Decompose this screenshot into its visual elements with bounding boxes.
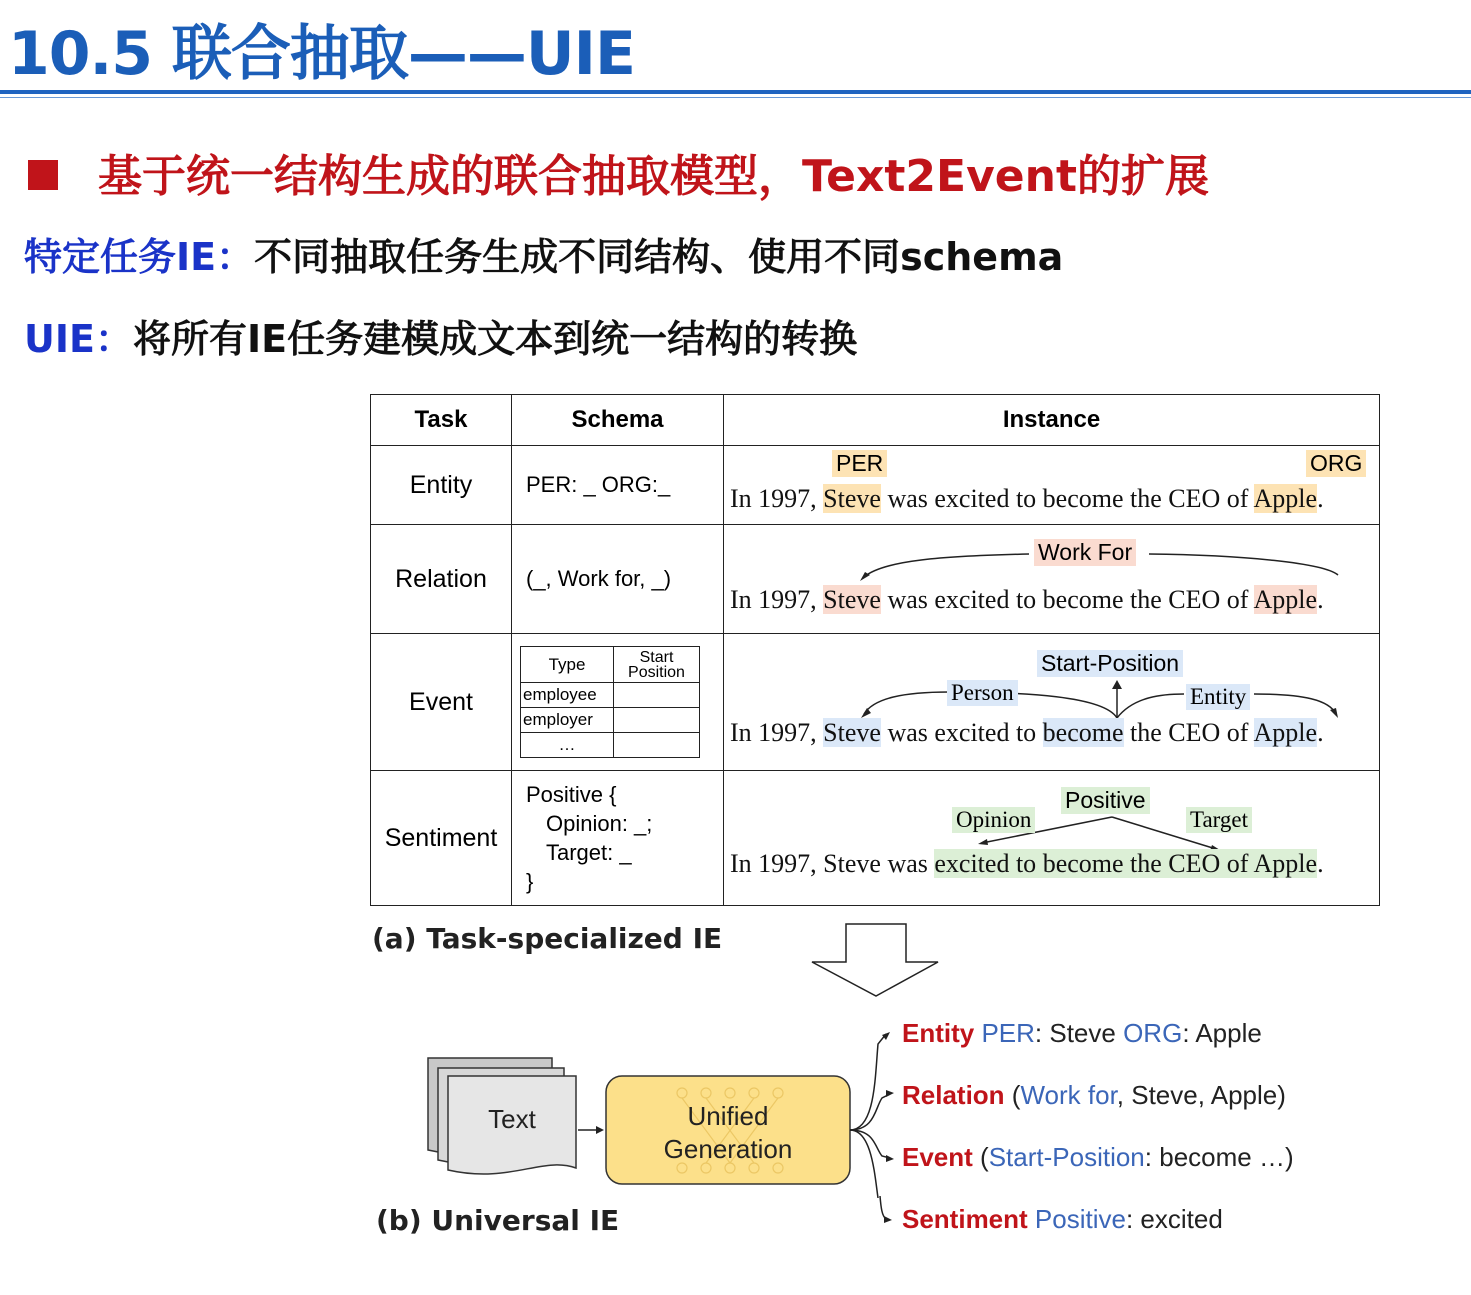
output-part: : Steve <box>1034 1018 1124 1048</box>
output-event <box>902 1142 1294 1173</box>
event-sentence: In 1997, Steve was excited to become the CEO of Apple. <box>730 718 1324 747</box>
sentiment-arcs <box>724 771 1392 905</box>
text-box-label: Text <box>488 1104 536 1134</box>
event-schema <box>512 634 724 771</box>
event-schema-table: Type Start Position employee employer … <box>520 646 700 758</box>
event-task: Event <box>371 634 512 771</box>
output-part <box>1028 1204 1035 1234</box>
down-arrow-icon <box>810 922 942 1000</box>
header-instance: Instance <box>724 395 1380 446</box>
slide-title: 10.5 联合抽取——UIE <box>8 19 635 89</box>
output-key: Sentiment <box>902 1204 1028 1234</box>
output-part: Work for <box>1020 1080 1117 1110</box>
person-label: Person <box>947 680 1018 706</box>
entity-arg-label: Entity <box>1186 684 1250 710</box>
output-key: Event <box>902 1142 973 1172</box>
output-key: Entity <box>902 1018 975 1048</box>
entity-instance <box>724 446 1380 525</box>
output-key: Relation <box>902 1080 1005 1110</box>
output-part: : Apple <box>1182 1018 1262 1048</box>
relation-task: Relation <box>371 525 512 634</box>
task-specialized-table <box>370 394 1380 906</box>
sentiment-instance <box>724 771 1380 906</box>
output-part: : become …) <box>1144 1142 1294 1172</box>
section-heading <box>28 140 1209 204</box>
entity-sentence: In 1997, Steve was excited to become the CEO of Apple. <box>730 484 1324 513</box>
output-part: : excited <box>1125 1204 1223 1234</box>
uie-line <box>24 308 857 363</box>
sentiment-task: Sentiment <box>371 771 512 906</box>
org-label: ORG <box>1306 450 1366 477</box>
specific-ie-text: 不同抽取任务生成不同结构、使用不同schema <box>254 235 1064 279</box>
section-heading-text: 基于统一结构生成的联合抽取模型，Text2Event的扩展 <box>98 151 1209 202</box>
sentiment-arrow-tip <box>876 1196 896 1226</box>
target-label: Target <box>1186 807 1252 833</box>
output-part: Start-Position <box>988 1142 1145 1172</box>
title-rule <box>0 90 1471 94</box>
entity-schema: PER: _ ORG:_ <box>512 446 724 525</box>
per-label: PER <box>832 450 887 477</box>
event-instance <box>724 634 1380 771</box>
caption-task-specialized: (a) Task-specialized IE <box>372 922 723 955</box>
caption-universal-ie: (b) Universal IE <box>376 1204 620 1237</box>
unified-generation-label: Unified Generation <box>663 1101 793 1164</box>
header-task: Task <box>371 395 512 446</box>
uie-label: UIE： <box>24 317 133 361</box>
sentiment-schema: Positive { Opinion: _; Target: _ } <box>512 771 724 906</box>
specific-ie-label: 特定任务IE： <box>24 235 255 279</box>
output-part: ORG <box>1123 1018 1183 1048</box>
output-part: ( <box>1004 1080 1021 1110</box>
output-part: PER <box>974 1018 1035 1048</box>
output-sentiment <box>902 1204 1223 1235</box>
output-part: ( <box>972 1142 989 1172</box>
square-bullet-icon <box>28 160 58 190</box>
start-position-label: Start-Position <box>1037 650 1183 677</box>
relation-schema: (_, Work for, _) <box>512 525 724 634</box>
title-rule-thin <box>0 97 1471 98</box>
sentiment-sentence: In 1997, Steve was excited to become the CEO of Apple. <box>730 849 1324 878</box>
output-part: , Steve, Apple) <box>1116 1080 1286 1110</box>
header-schema: Schema <box>512 395 724 446</box>
opinion-label: Opinion <box>952 807 1035 833</box>
output-entity <box>902 1018 1262 1049</box>
relation-sentence: In 1997, Steve was excited to become the CEO of Apple. <box>730 585 1324 614</box>
output-part: Positive <box>1034 1204 1126 1234</box>
output-relation <box>902 1080 1286 1111</box>
uie-text: 将所有IE任务建模成文本到统一结构的转换 <box>132 317 858 361</box>
relation-instance <box>724 525 1380 634</box>
entity-task: Entity <box>371 446 512 525</box>
work-for-label: Work For <box>1034 539 1136 566</box>
positive-label: Positive <box>1061 787 1150 814</box>
specific-ie-line <box>24 226 1063 281</box>
